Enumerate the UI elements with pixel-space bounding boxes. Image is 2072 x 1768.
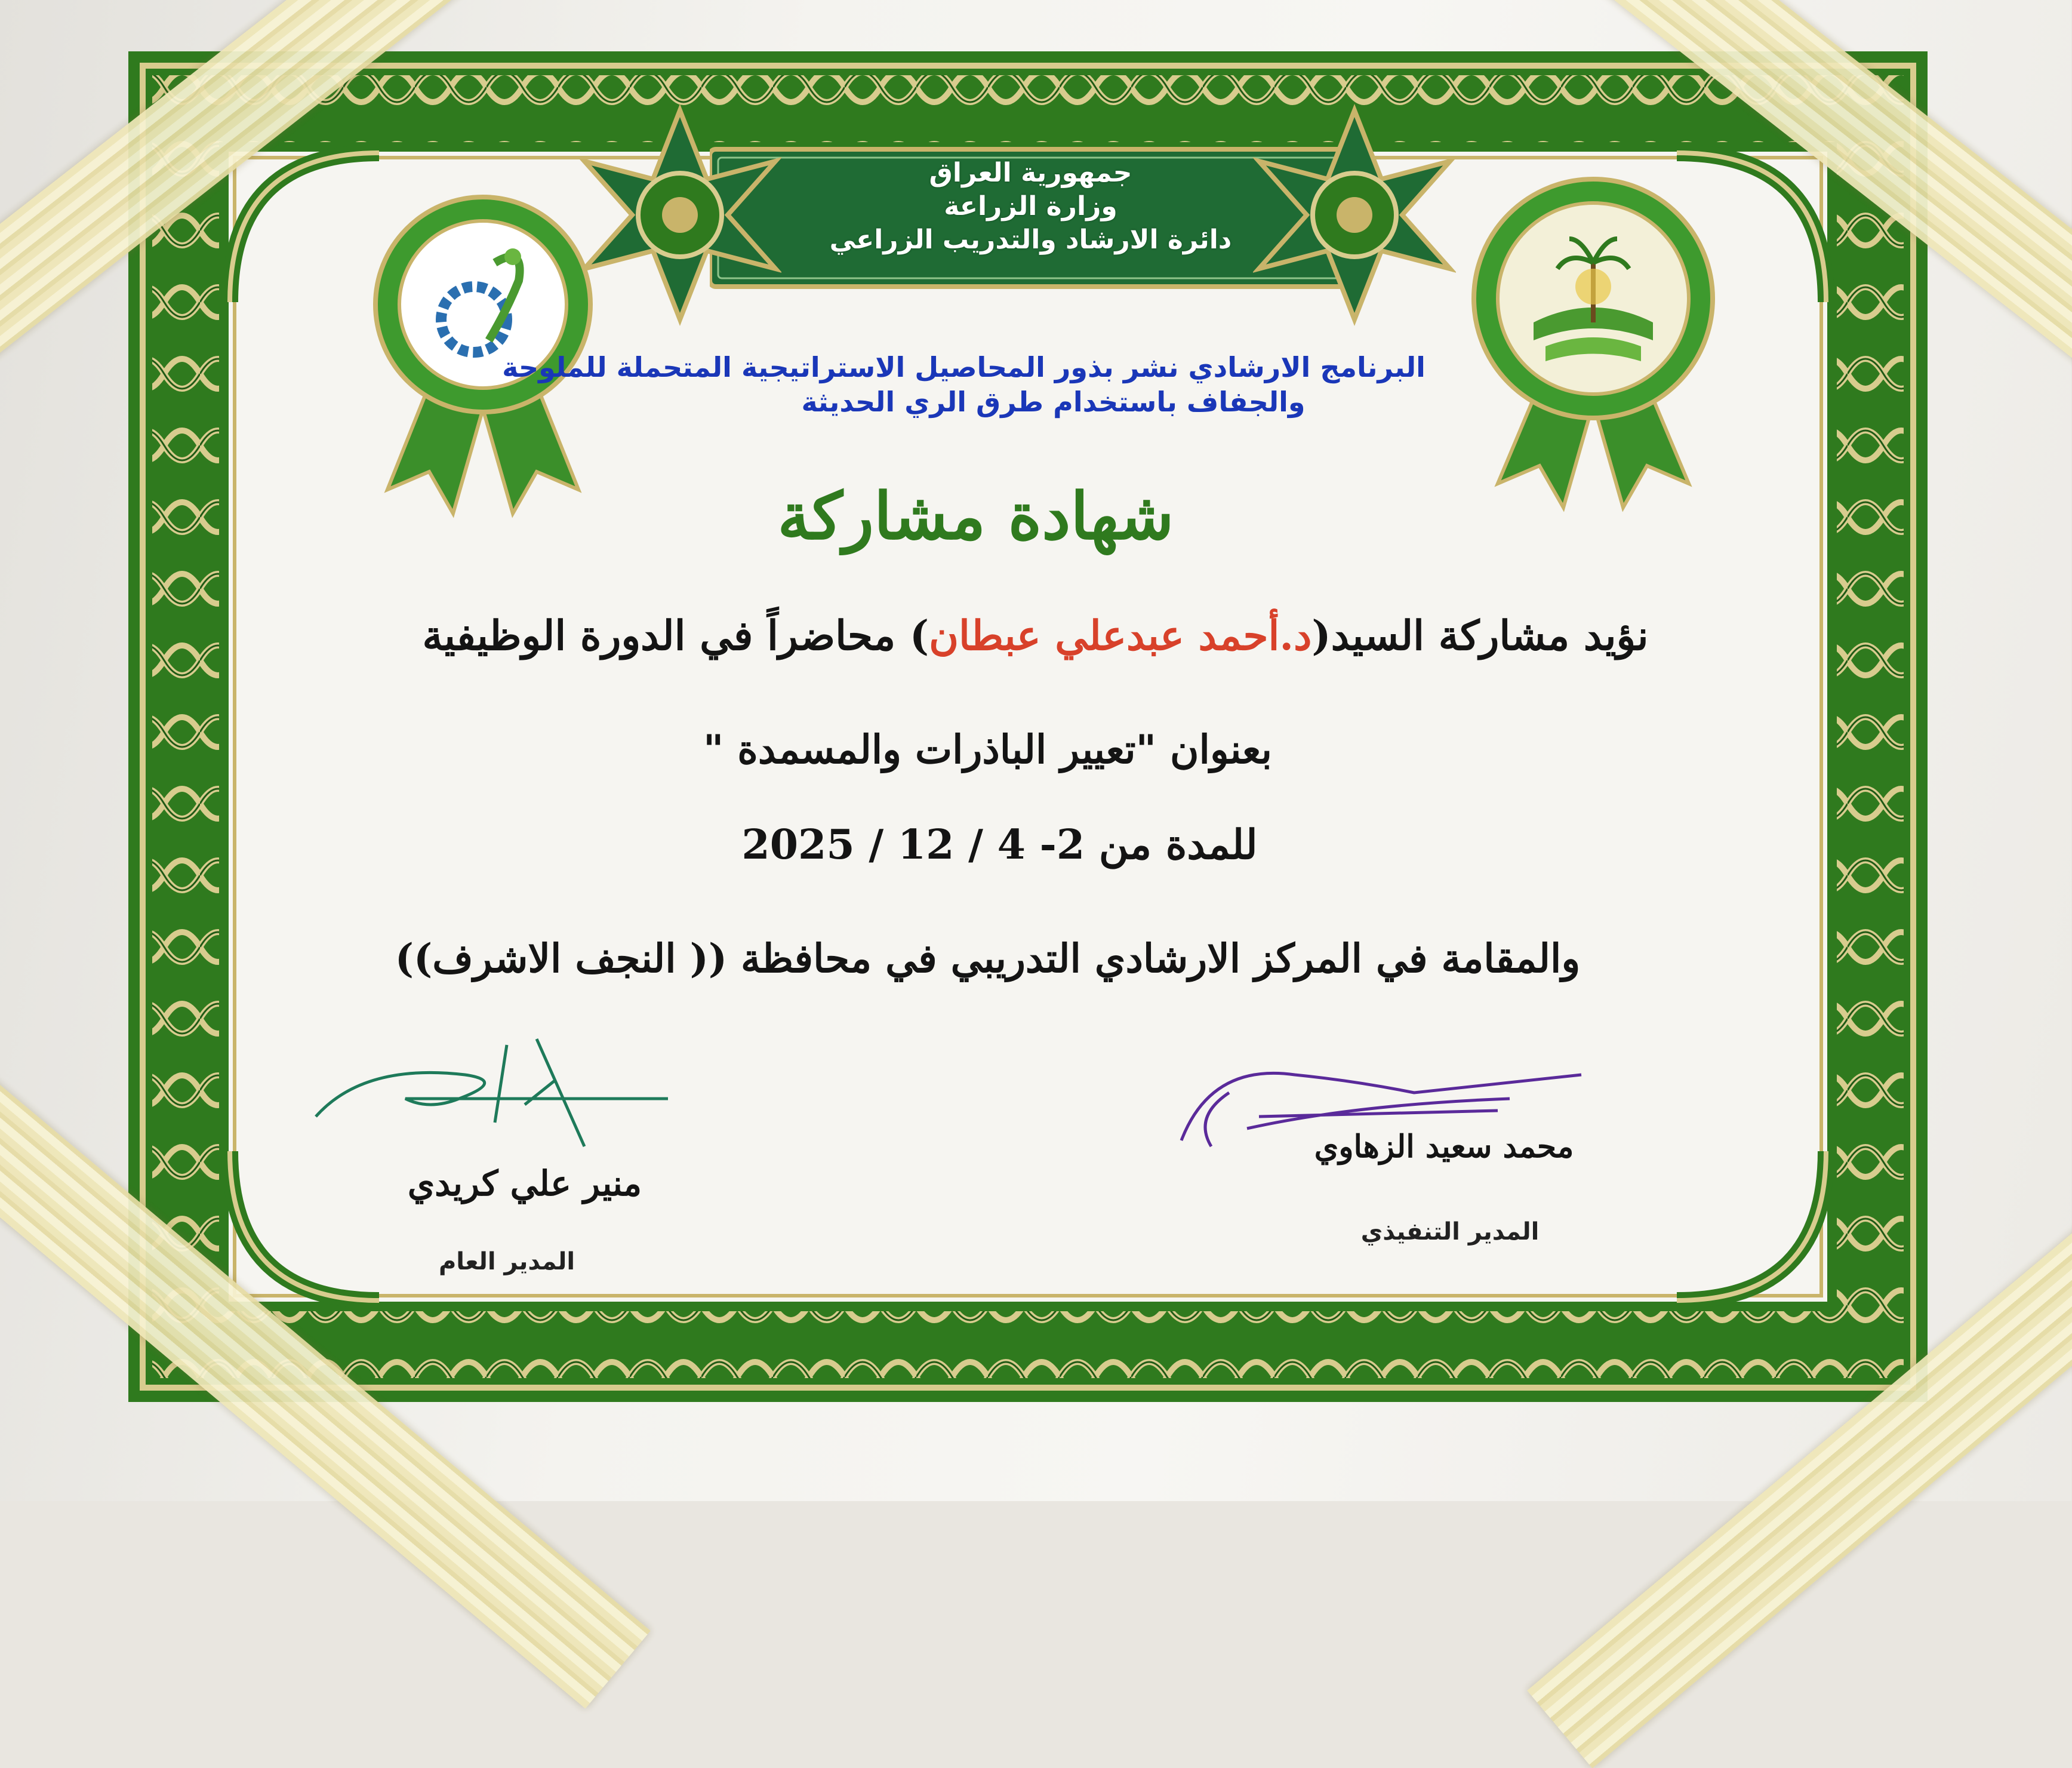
left-signatory-title: المدير العام [439, 1248, 576, 1275]
program-line-1: البرنامج الارشادي نشر بذور المحاصيل الاستراتيجية المتحملة للملوحة [503, 351, 1426, 383]
certificate-period: للمدة من 2- 4 / 12 / 2025 [742, 821, 1258, 869]
certificate-line-1 [0, 609, 2072, 663]
left-signatory-name: منير علي كريدي [408, 1163, 643, 1204]
certificate-venue: والمقامة في المركز الارشادي التدريبي في محافظة (( النجف الاشرف)) [395, 935, 1581, 982]
certificate-title: شهادة مشاركة [778, 479, 1175, 554]
header-ministry: وزارة الزراعة [944, 191, 1118, 222]
participation-prefix: نؤيد مشاركة السيد( [1312, 612, 1649, 660]
header-department: دائرة الارشاد والتدريب الزراعي [830, 225, 1233, 255]
certificate-course-title: بعنوان "تعيير الباذرات والمسمدة " [703, 726, 1273, 773]
participant-name: د.أحمد عبدعلي عبطان [929, 612, 1313, 660]
right-signatory-name: محمد سعيد الزهاوي [1314, 1129, 1575, 1165]
header-country: جمهورية العراق [929, 158, 1133, 188]
left-signature [310, 1027, 692, 1158]
right-signatory-title: المدير التنفيذي [1361, 1218, 1540, 1246]
program-line-2: والجفاف باستخدام طرق الري الحديثة [802, 386, 1306, 418]
participation-suffix: ) محاضراً في الدورة الوظيفية [423, 612, 930, 660]
